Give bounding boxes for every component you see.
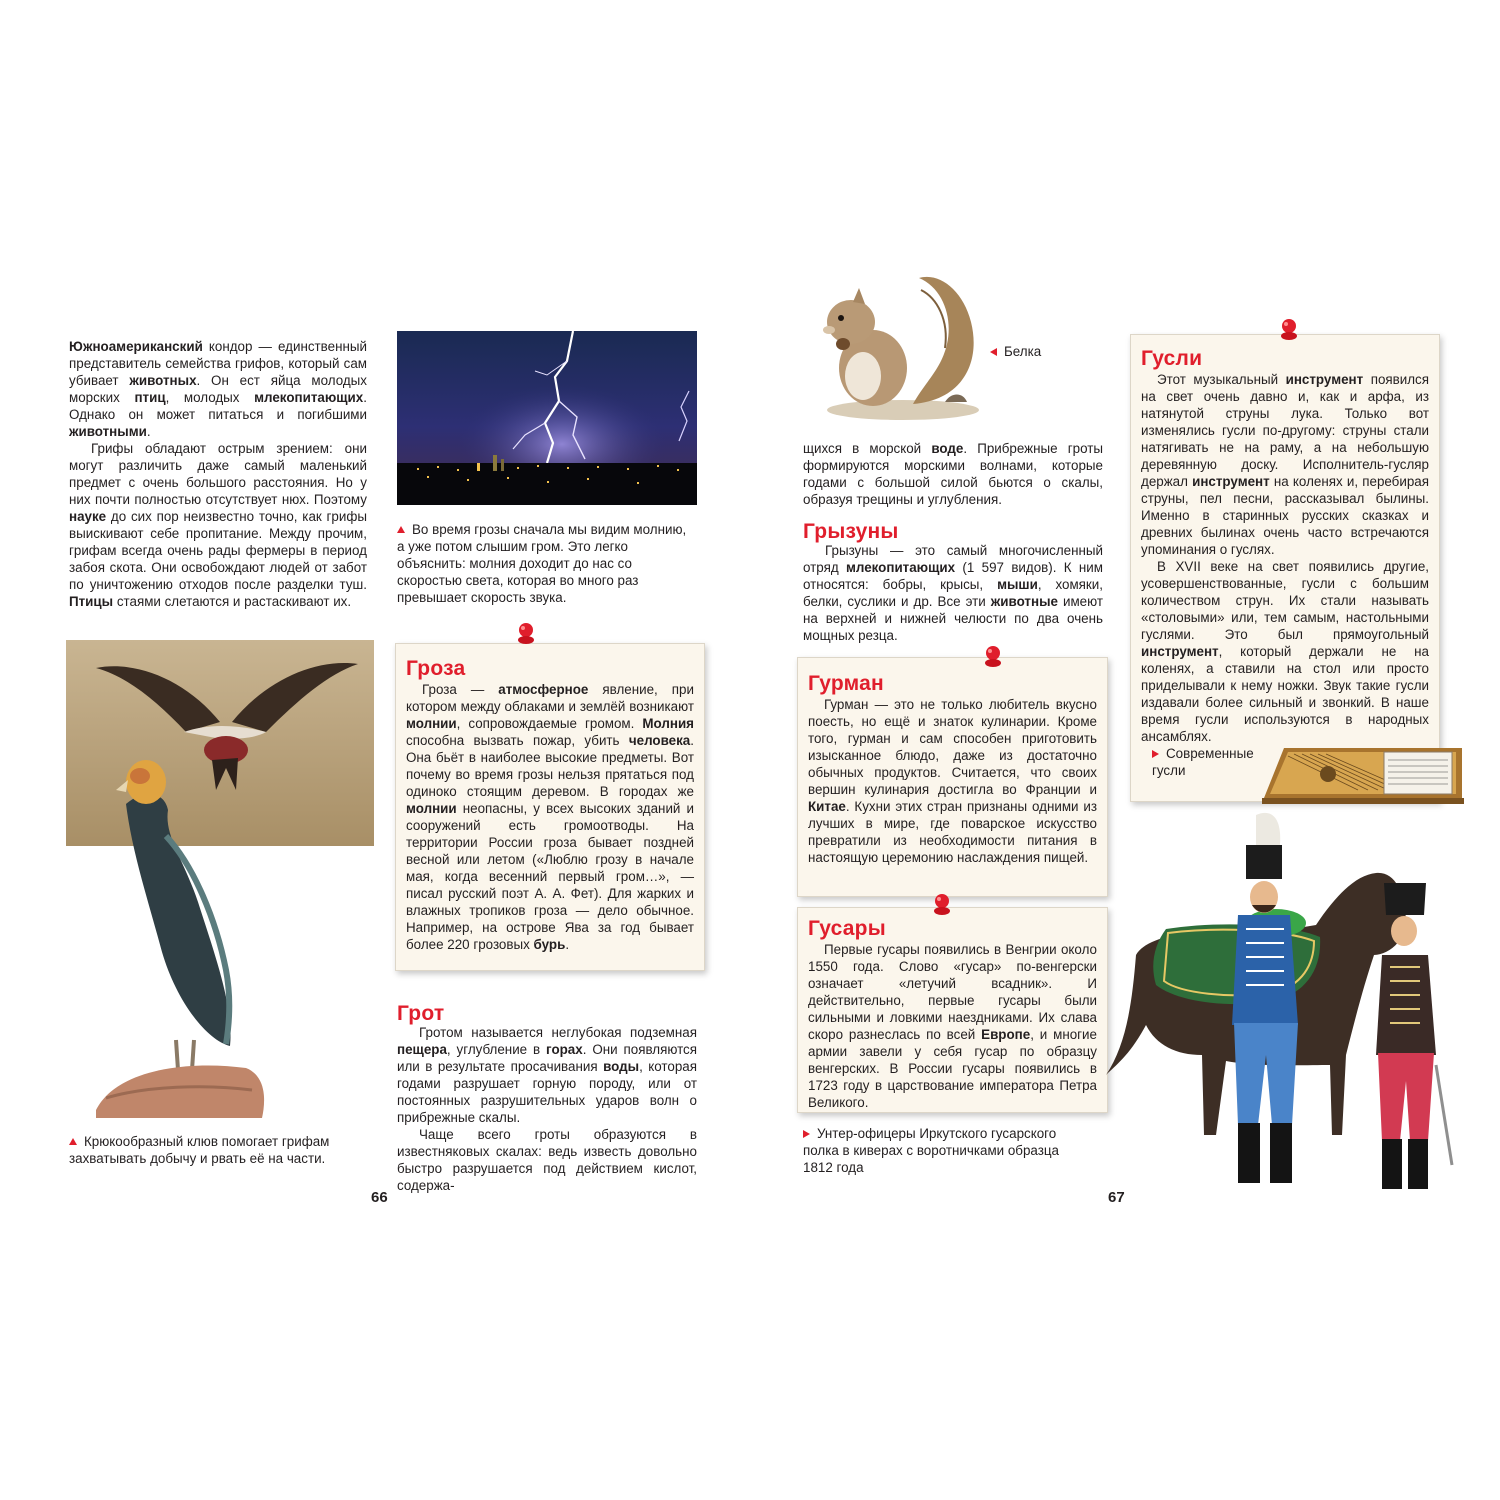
gusli-caption: Современные гусли — [1152, 746, 1254, 778]
caption-arrow-icon — [69, 1138, 77, 1145]
text-run: Этот музыкальный — [1157, 372, 1286, 387]
grot-title: Грот — [397, 1002, 445, 1025]
card-groza-title: Гроза — [406, 657, 466, 680]
keyword: животными — [69, 424, 147, 439]
text-run: В XVII веке на свет появились другие, усовершенствованные, гусли с большим количеством струн. Их стали называть «столовыми» или, тем самым, настольными гуслями. Это был прямоугольный — [1141, 559, 1429, 642]
text-run: , молодых — [165, 390, 255, 405]
card-groza-body — [406, 681, 694, 953]
text-run: . — [146, 424, 151, 439]
text-run: , которая годами разрушает горную породу, или от постоянных разрушительных ударов волн о прибрежные скалы. — [397, 1059, 697, 1125]
text-run: Грифы обладают острым зрением: они могут различить даже самый маленький предмет с очень большого расстояния. Но у них почти полностью отсутствует нюх. Поэтому — [69, 441, 367, 507]
text-run: появился на свет очень давно и, как и арфа, из натянутой струны лука. Только вот изменялись гусли по-другому: струны стали натягивать не на раму, а на небольшую деревянную доску. Исполнитель-гусляр держал — [1141, 372, 1429, 489]
keyword: животных — [129, 373, 197, 388]
card-gusli-title: Гусли — [1141, 347, 1203, 370]
hussars-illustration — [1106, 805, 1480, 1210]
keyword: Южноамериканский — [69, 339, 203, 354]
card-gusary-title: Гусары — [808, 917, 886, 940]
card-gusli — [1130, 334, 1440, 802]
keyword: животные — [990, 594, 1058, 609]
keyword: атмосферное — [498, 682, 589, 697]
keyword: Птицы — [69, 594, 114, 609]
text-run: . Они появляются или в результате просачивания — [397, 1042, 698, 1074]
text-run: Гротом называется неглубокая подземная — [419, 1025, 697, 1040]
grot-para-3 — [803, 440, 1103, 508]
condor-para-2 — [69, 440, 367, 610]
condor-para-1 — [69, 338, 367, 440]
caption-arrow-icon — [803, 1130, 810, 1138]
lightning-photo — [397, 331, 697, 505]
keyword: человека — [628, 733, 691, 748]
keyword: молнии — [406, 801, 457, 816]
keyword: Европе — [981, 1027, 1031, 1042]
condor-photo — [66, 640, 374, 1120]
card-groza — [395, 643, 705, 971]
page-number-left: 66 — [371, 1189, 388, 1206]
text-run: , хомяки, белки, суслики и др. Все эти — [803, 577, 1103, 609]
keyword: Молния — [642, 716, 694, 731]
caption-arrow-icon — [990, 348, 997, 356]
keyword: воды — [603, 1059, 640, 1074]
text-run: , и многие армии завели у себя гусар по образцу венгерских. В России гусары появились в 1723 году в царствование императора Петра Великого. — [808, 1027, 1097, 1110]
keyword: инструмент — [1141, 644, 1219, 659]
text-run: Первые гусары появились в Венгрии около 1550 года. Слово «гусар» по-венгерски означает «летучий всадник». И действительно, первые гусары были сильными и ловкими наездниками. Их слава скоро разнеслась по всей — [808, 942, 1097, 1042]
text-run: . Однако он может питаться и погибшими — [69, 390, 367, 422]
text-run: неопасны, у всех высоких зданий и сооружений есть громоотводы. На территории России гроза бывает поздней весной или летом («Люблю грозу в начале мая, когда весенний первый гром…», — писал русский поэт А. А. Фет). Для жарких и влажных тропиков гроза — дело обычное. Например, на острове Ява за год бывает более 220 грозовых — [406, 801, 694, 952]
text-run: стаями слетаются и растаскивают их. — [113, 594, 352, 609]
card-gurman — [797, 657, 1108, 897]
grot-text-cont — [803, 440, 1103, 508]
keyword: пещера — [397, 1042, 447, 1057]
text-run: Чаще всего гроты образуются в известняковых скалах: ведь известь довольно быстро разрушается под действием кислот, содержа- — [397, 1127, 697, 1193]
text-run: . — [565, 937, 570, 952]
text-run: , сопровождаемые громом. — [456, 716, 643, 731]
grot-text — [397, 1024, 697, 1194]
squirrel-caption: Белка — [990, 343, 1041, 360]
keyword: птиц — [134, 390, 166, 405]
text-run: Гурман — это не только любитель вкусно поесть, но ещё и знаток кулинарии. Кроме того, гурман и сам способен приготовить изысканное блюдо, даже из достаточно обычных продуктов. Считается, что своих вершин кулинария достигла во Франции и — [808, 697, 1097, 797]
text-run: способна вызвать пожар, убить — [406, 733, 629, 748]
text-run: щихся в морской — [803, 441, 932, 456]
keyword: горах — [546, 1042, 583, 1057]
page-number-right: 67 — [1108, 1189, 1125, 1206]
text-run: имеют на верхней и нижней челюсти по два очень мощных резца. — [803, 594, 1103, 643]
pushpin-icon — [516, 622, 536, 648]
text-run: . Он ест яйца молодых морских — [69, 373, 367, 405]
grot-para-1 — [397, 1024, 697, 1126]
text-run: . Прибрежные гроты формируются морскими волнами, которые годами с большой силой бьются о скалы, образуя трещины и углубления. — [803, 441, 1103, 507]
gryzuny-text — [803, 542, 1103, 644]
lightning-caption: Во время грозы сначала мы видим молнию, а уже потом слышим гром. Это легко объяснить: молния доходит до нас со скоростью света, которая во много раз превышает скорость звука. — [397, 522, 687, 605]
text-run: Грызуны — это самый многочисленный отряд — [803, 543, 1103, 575]
text-run: , углубление в — [446, 1042, 547, 1057]
text-run: кондор — единственный представитель семейства грифов, который сам убивает — [69, 339, 367, 388]
card-gusary-body — [808, 941, 1097, 1111]
keyword: науке — [69, 509, 107, 524]
card-gurman-body — [808, 696, 1097, 866]
text-run: (1 597 видов). К ним относятся: бобры, крысы, — [803, 560, 1103, 592]
keyword: молнии — [406, 716, 457, 731]
condor-text — [69, 338, 367, 610]
grot-para-2 — [397, 1126, 697, 1194]
squirrel-illustration — [803, 264, 983, 424]
pushpin-icon — [932, 893, 952, 919]
gryzuny-body — [803, 542, 1103, 644]
text-run: , который держали не на коленях, а ставили на стол или просто приделывали к нему ножки. Звук такие гусли издавали более сильный и звонкий. В наше время гусли используются в народных ансамблях. — [1141, 644, 1429, 744]
text-run: явление, при котором между облаками и землёй возникают — [406, 682, 694, 714]
caption-arrow-icon — [1152, 750, 1159, 758]
pushpin-icon — [1279, 318, 1299, 344]
pushpin-icon — [983, 645, 1003, 671]
gusli-illustration — [1258, 738, 1468, 808]
card-gurman-title: Гурман — [808, 672, 884, 695]
card-gusli-para-1 — [1141, 371, 1429, 558]
keyword: мыши — [997, 577, 1038, 592]
caption-arrow-icon — [397, 526, 405, 533]
text-run: до сих пор неизвестно точно, как грифы выискивают себе пропитание. Между прочим, грифам всегда очень рады фермеры в период забоя скота. Они освобождают людей от забот по уничтожению отходов после разделки туш. — [69, 509, 367, 592]
text-run: на коленях и, перебирая струны, пел песни, рассказывал былины. Именно в старинных русских сказках и древних былинах очень часто встречаются упоминания о гуслях. — [1141, 474, 1429, 557]
keyword: воде — [931, 441, 964, 456]
keyword: млекопитающих — [845, 560, 956, 575]
keyword: инструмент — [1192, 474, 1270, 489]
text-run: . Кухни этих стран признаны одними из лучших в мире, где поварское искусство превратили из необходимости питания в настоящую церемонию наслаждения пищей. — [808, 799, 1097, 865]
keyword: Китае — [808, 799, 846, 814]
card-gusary — [797, 907, 1108, 1113]
keyword: инструмент — [1285, 372, 1364, 387]
card-gusli-para-2 — [1141, 558, 1429, 745]
condor-caption: Крюкообразный клюв помогает грифам захватывать добычу и рвать её на части. — [69, 1134, 330, 1166]
gusary-caption: Унтер-офицеры Иркутского гусарского полка в киверах с воротничками образца 1812 года — [803, 1126, 1059, 1175]
gryzuny-title: Грызуны — [803, 520, 899, 543]
keyword: млекопитающих — [254, 390, 364, 405]
text-run: . Она бьёт в наиболее высокие предметы. Вот почему во время грозы нельзя прятаться под одиноко стоящим деревом. В городах же — [406, 733, 694, 799]
text-run: Гроза — — [422, 682, 499, 697]
keyword: бурь — [533, 937, 566, 952]
